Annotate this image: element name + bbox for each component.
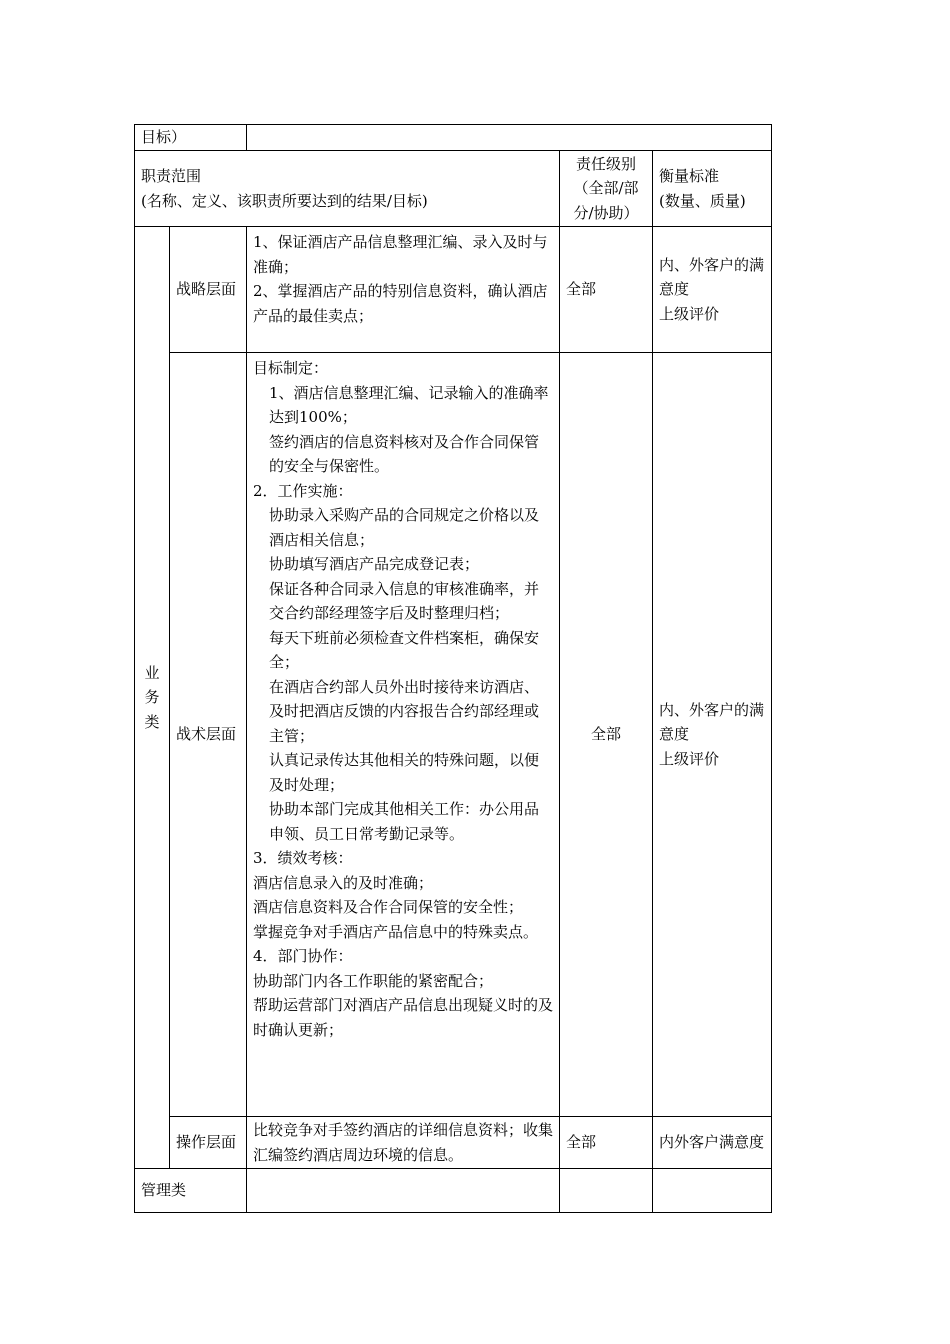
goal-value (247, 125, 772, 151)
scope-header (135, 151, 560, 227)
tactical-line: 4．部门协作： (253, 947, 353, 965)
responsibility-table (134, 124, 772, 1213)
management-level (560, 1169, 653, 1213)
header-row (135, 151, 772, 227)
management-content (247, 1169, 560, 1213)
category-business: 业务类 (135, 227, 170, 1169)
tactical-line: 协助本部门完成其他相关工作：办公用品申领、员工日常考勤记录等。 (269, 800, 540, 843)
scope-subtitle: (名称、定义、该职责所要达到的结果/目标) (141, 191, 428, 210)
tactical-measure (653, 353, 772, 1117)
strategic-level: 全部 (560, 227, 653, 353)
tactical-line: 协助部门内各工作职能的紧密配合； (253, 971, 494, 990)
operational-label: 操作层面 (170, 1117, 247, 1169)
measure-header (653, 151, 772, 227)
tactical-line: 目标制定： (253, 359, 329, 377)
tactical-line: 认真记录传达其他相关的特殊问题，以便及时处理； (269, 751, 540, 794)
tactical-label: 战术层面 (170, 353, 247, 1117)
measure-title: 衡量标准 (659, 167, 720, 185)
tactical-line: 每天下班前必须检查文件档案柜，确保安全； (269, 628, 540, 671)
tactical-line: 协助录入采购产品的合同规定之价格以及酒店相关信息； (269, 506, 540, 549)
tactical-measure-line: 内、外客户的满意度 (659, 700, 765, 744)
measure-subtitle: (数量、质量) (659, 191, 746, 210)
tactical-line: 在酒店合约部人员外出时接待来访酒店、及时把酒店反馈的内容报告合约部经理或主管； (269, 677, 540, 745)
tactical-content (247, 353, 560, 1117)
tactical-line: 酒店信息录入的及时准确； (253, 873, 434, 892)
tactical-measure-line: 上级评价 (659, 749, 720, 768)
management-row (135, 1169, 772, 1213)
tactical-line: 协助填写酒店产品完成登记表； (269, 555, 480, 573)
operational-measure: 内外客户满意度 (653, 1117, 772, 1169)
operational-content: 比较竞争对手签约酒店的详细信息资料；收集汇编签约酒店周边环境的信息。 (247, 1117, 560, 1169)
strategic-measure-line: 上级评价 (659, 304, 720, 323)
tactical-line: 保证各种合同录入信息的审核准确率，并交合约部经理签字后及时整理归档； (269, 579, 540, 622)
strategic-row (135, 227, 772, 353)
strategic-line: 2、掌握酒店产品的特别信息资料，确认酒店产品的最佳卖点； (253, 282, 548, 325)
level-header: 责任级别（全部/部分/协助） (560, 151, 653, 227)
tactical-line: 3．绩效考核： (253, 849, 353, 867)
tactical-line: 2．工作实施： (253, 481, 353, 500)
goal-row (135, 125, 772, 151)
management-measure (653, 1169, 772, 1213)
tactical-line: 帮助运营部门对酒店产品信息出现疑义时的及时确认更新； (253, 996, 554, 1039)
tactical-line: 1、酒店信息整理汇编、记录输入的准确率达到100%； (269, 383, 549, 426)
strategic-measure (653, 227, 772, 353)
strategic-label: 战略层面 (170, 227, 247, 353)
category-management: 管理类 (135, 1169, 247, 1213)
tactical-row (135, 353, 772, 1117)
tactical-line: 酒店信息资料及合作合同保管的安全性； (253, 898, 524, 916)
scope-title: 职责范围 (141, 167, 202, 185)
tactical-level: 全部 (560, 353, 653, 1117)
operational-row (135, 1117, 772, 1169)
strategic-measure-line: 内、外客户的满意度 (659, 255, 765, 299)
strategic-line: 1、保证酒店产品信息整理汇编、录入及时与准确； (253, 233, 548, 276)
tactical-line: 签约酒店的信息资料核对及合作合同保管的安全与保密性。 (269, 432, 540, 475)
operational-level: 全部 (560, 1117, 653, 1169)
tactical-line: 掌握竞争对手酒店产品信息中的特殊卖点。 (253, 922, 539, 941)
strategic-content (247, 227, 560, 353)
goal-label: 目标） (135, 125, 247, 151)
